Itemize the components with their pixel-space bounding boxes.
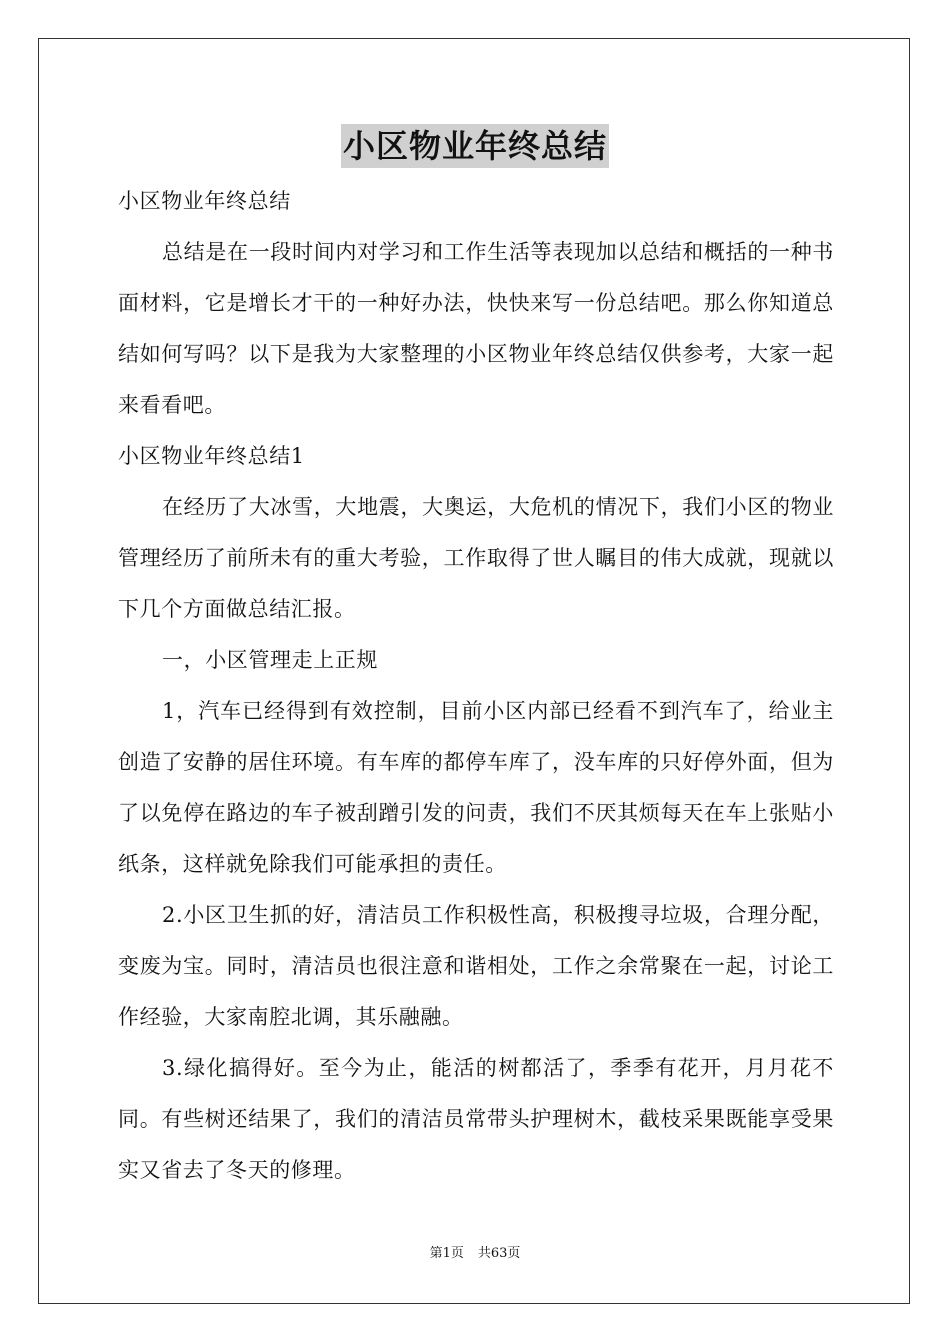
body-paragraph: 3.绿化搞得好。至今为止，能活的树都活了，季季有花开，月月花不同。有些树还结果了，我们的清洁员常带头护理树木，截枝采果既能享受果实又省去了冬天的修理。 — [118, 1056, 834, 1182]
body-paragraph: 2.小区卫生抓的好，清洁员工作积极性高，积极搜寻垃圾，合理分配，变废为宝。同时，清洁员也很注意和谐相处，工作之余常聚在一起，讨论工作经验，大家南腔北调，其乐融融。 — [118, 903, 834, 1029]
body-paragraph: 在经历了大冰雪，大地震，大奥运，大危机的情况下，我们小区的物业管理经历了前所未有的重大考验，工作取得了世人瞩目的伟大成就，现就以下几个方面做总结汇报。 — [118, 495, 834, 621]
page-number: 第1页 — [429, 1246, 464, 1261]
title-container — [0, 124, 950, 168]
page-total: 共63页 — [477, 1246, 521, 1261]
body-paragraph: 1，汽车已经得到有效控制，目前小区内部已经看不到汽车了，给业主创造了安静的居住环境。有车库的都停车库了，没车库的只好停外面，但为了以免停在路边的车子被刮蹭引发的问责，我们不厌其烦每天在车上张贴小纸条，这样就免除我们可能承担的责任。 — [118, 699, 834, 876]
intro-paragraph: 总结是在一段时间内对学习和工作生活等表现加以总结和概括的一种书面材料，它是增长才干的一种好办法，快快来写一份总结吧。那么你知道总结如何写吗？以下是我为大家整理的小区物业年终总结仅供参考，大家一起来看看吧。 — [118, 240, 834, 417]
subsection-heading: 一，小区管理走上正规 — [162, 648, 378, 672]
document-body — [118, 176, 834, 1196]
section-heading: 小区物业年终总结1 — [118, 444, 305, 468]
page-footer — [0, 1245, 950, 1263]
section-heading: 小区物业年终总结 — [118, 189, 291, 213]
document-title: 小区物业年终总结 — [341, 124, 609, 168]
